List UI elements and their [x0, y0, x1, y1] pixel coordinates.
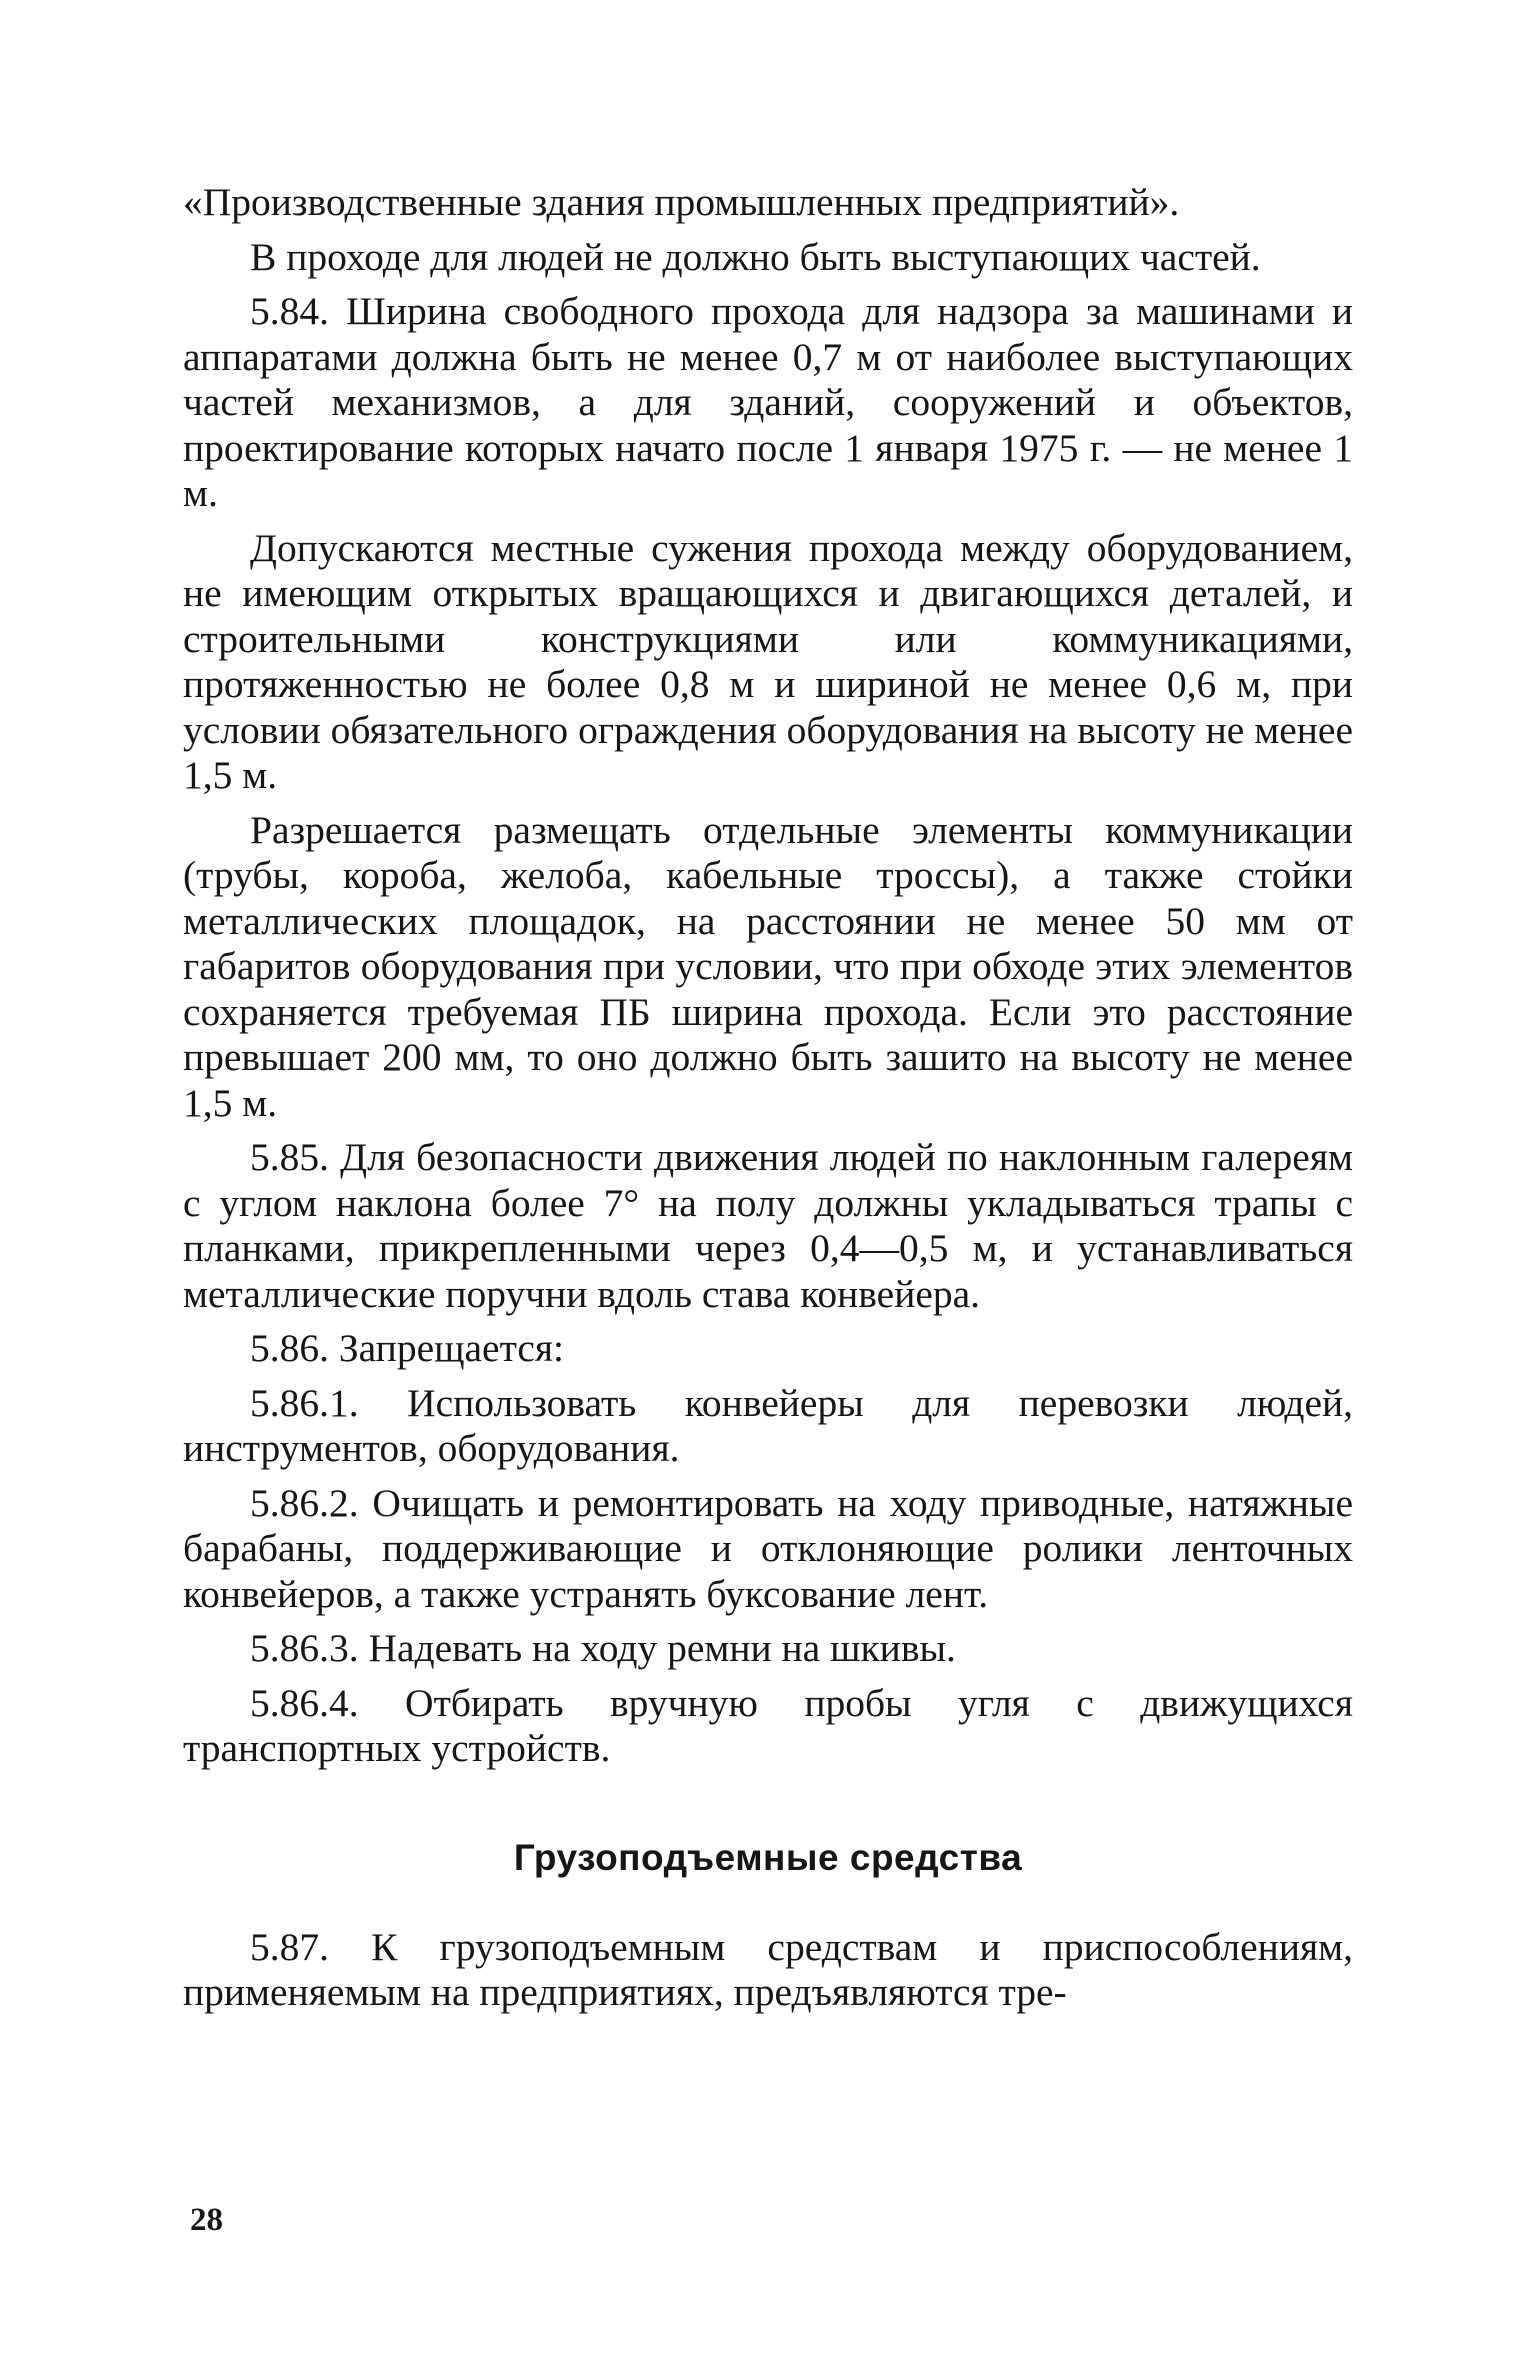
paragraph-5-86-1: 5.86.1. Использовать конвейеры для перевозки людей, инструментов, оборудования. — [183, 1380, 1353, 1470]
paragraph-5-86-2: 5.86.2. Очищать и ремонтировать на ходу приводные, натяжные барабаны, поддерживающие и отклоняющие ролики ленточных конвейеров, а также устранять буксование лент. — [183, 1480, 1353, 1616]
paragraph-communications-placement: Разрешается размещать отдельные элементы коммуникации (трубы, короба, желоба, кабельные троссы), а также стойки металлических площадок, на расстоянии не менее 50 мм от габаритов оборудования при условии, что при обходе этих элементов сохраняется требуемая ПБ ширина прохода. Если это расстояние превышает 200 мм, то оно должно быть зашито на высоту не менее 1,5 м. — [183, 807, 1353, 1125]
paragraph-5-86: 5.86. Запрещается: — [250, 1326, 564, 1370]
paragraph-5-86-4: 5.86.4. Отбирать вручную пробы угля с движущихся транспортных устройств. — [183, 1680, 1353, 1770]
document-page — [183, 180, 1353, 2016]
paragraph-passage-protrusions: В проходе для людей не должно быть выступающих частей. — [250, 234, 1261, 279]
paragraph-5-86-3: 5.86.3. Надевать на ходу ремни на шкивы. — [250, 1626, 956, 1670]
paragraph-standard-reference: «Производственные здания промышленных предприятий». — [183, 180, 1180, 224]
paragraph-5-85: 5.85. Для безопасности движения людей по наклонным галереям с углом наклона более 7° на полу должны укладываться трапы с планками, прикрепленными через 0,4—0,5 м, и устанавливаться металлические поручни вдоль става конвейера. — [183, 1135, 1353, 1316]
paragraph-local-narrowing: Допускаются местные сужения прохода между оборудованием, не имеющим открытых вращающихся и двигающихся деталей, и строительными конструкциями или коммуникациями, протяженностью не более 0,8 м и шириной не менее 0,6 м, при условии обязательного ограждения оборудования на высоту не менее 1,5 м. — [183, 525, 1353, 797]
page-number: 28 — [190, 2202, 223, 2238]
paragraph-5-84: 5.84. Ширина свободного прохода для надзора за машинами и аппаратами должна быть не менее 0,7 м от наиболее выступающих частей механизмов, а для зданий, сооружений и объектов, проектирование которых начато после 1 января 1975 г. — не менее 1 м. — [183, 289, 1353, 515]
paragraph-5-87: 5.87. К грузоподъемным средствам и приспособлениям, применяемым на предприятиях, предъявляются тре- — [183, 1924, 1353, 2014]
section-heading: Грузоподъемные средства — [513, 1836, 1023, 1878]
